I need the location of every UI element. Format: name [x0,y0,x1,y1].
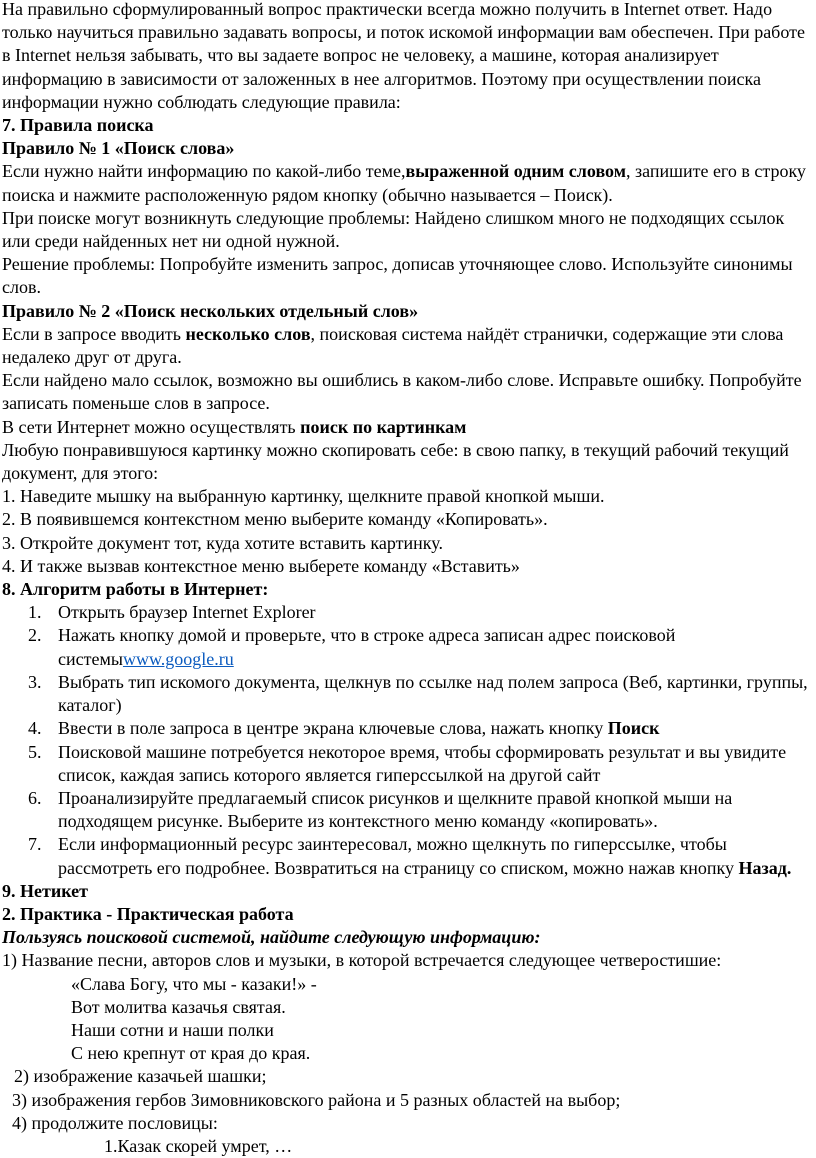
copy-step: 2. В появившемся контекстном меню выберите команду «Копировать». [2,509,548,530]
list-item [2,624,814,670]
rule1-bold-text: выраженной одним словом [405,161,626,182]
google-link[interactable]: www.google.ru [122,648,234,669]
list-item-text: Открыть браузер Internet Explorer [58,602,316,623]
list-number: 7. [28,834,42,855]
copy-step: 3. Откройте документ тот, куда хотите вставить картинку. [2,532,443,553]
list-number: 2. [28,625,42,646]
task-4: 4) продолжите пословицы: [12,1112,218,1133]
verse-line: Вот молитва казачья святая. [71,996,286,1017]
image-search-paragraph [2,416,814,439]
copy-image-paragraph: Любую понравившуюся картинку можно скопировать себе: в свою папку, в текущий рабочий текущий документ, для этого: [2,439,789,484]
intro-paragraph: На правильно сформулированный вопрос практически всегда можно получить в Internet ответ. Надо только научиться правильно задавать вопросы, и поток искомой информации вам обеспечен. При работе в Internet нельзя забывать, что вы задаете вопрос не человеку, а машине, которая анализирует информацию в зависимости от заложенных в нее алгоритмов. Поэтому при осуществлении поиска информации нужно соблюдать следующие правила: [2,0,805,112]
rule2-paragraph-1 [2,323,814,369]
rule1-title: Правило № 1 «Поиск слова» [2,138,235,159]
list-number: 1. [28,602,42,623]
list-item-bold: Назад. [738,857,792,878]
verse-line: Наши сотни и наши полки [71,1019,274,1040]
rule2-paragraph-2: Если найдено мало ссылок, возможно вы ошиблись в каком-либо слове. Исправьте ошибку. Попробуйте записать поменьше слов в запросе. [2,370,802,414]
copy-step: 4. И также вызвав контекстное меню выберете команду «Вставить» [2,555,520,576]
rule2-bold-text: несколько слов [185,323,311,344]
heading-practice: 2. Практика - Практическая работа [2,903,294,924]
image-search-text: В сети Интернет можно осуществлять [2,416,301,437]
list-number: 6. [28,787,42,808]
task-title: Пользуясь поисковой системой, найдите следующую информацию: [2,927,541,948]
task-3: 3) изображения гербов Зимовниковского района и 5 разных областей на выбор; [12,1089,621,1110]
list-item [2,787,814,833]
task-2: 2) изображение казачьей шашки; [14,1066,267,1087]
list-item [2,671,814,717]
list-item [2,601,814,624]
list-item-bold: Поиск [607,718,660,739]
rule1-text-end: , запишите его в строку поиска и нажмите расположенную рядом кнопку (обычно называется – Поиск). [2,161,806,205]
heading-algorithm: 8. Алгоритм работы в Интернет: [2,579,269,600]
verse-line: «Слава Богу, что мы - казаки!» - [71,973,317,994]
list-item-text: Проанализируйте предлагаемый список рисунков и щелкните правой кнопкой мыши на подходящем рисунке. Выберите из контекстного меню команду «копировать». [58,787,733,832]
rule1-paragraph-3: Решение проблемы: Попробуйте изменить запрос, дописав уточняющее слово. Используйте синонимы слов. [2,254,793,298]
rule2-text: Если в запросе вводить [2,323,186,344]
list-number: 3. [28,671,42,692]
heading-search-rules: 7. Правила поиска [2,115,154,136]
verse-line: С нею крепнут от края до края. [71,1043,311,1064]
image-search-bold: поиск по картинкам [300,416,467,437]
rule1-paragraph-1 [2,160,814,206]
list-item-text: Ввести в поле запроса в центре экрана ключевые слова, нажать кнопку [58,718,608,739]
list-item-text: Если информационный ресурс заинтересовал, можно щелкнуть по гиперссылке, чтобы рассмотреть его подробнее. Возвратиться на страницу со списком, можно нажав кнопку [58,834,739,878]
list-item [2,717,814,740]
rule1-text: Если нужно найти информацию по какой-либо теме, [2,161,406,182]
list-item [2,741,814,787]
copy-step: 1. Наведите мышку на выбранную картинку, щелкните правой кнопкой мыши. [2,486,605,507]
list-item-text: Нажать кнопку домой и проверьте, что в строке адреса записан адрес поисковой системы [58,625,676,669]
list-item [2,833,814,879]
rule2-title: Правило № 2 «Поиск нескольких отдельный слов» [2,300,419,321]
heading-netiquette: 9. Нетикет [2,880,88,901]
task-1: 1) Название песни, авторов слов и музыки, в которой встречается следующее четверостишие: [2,950,722,971]
algorithm-list [2,601,814,879]
list-number: 5. [28,741,42,762]
rule1-paragraph-2: При поиске могут возникнуть следующие проблемы: Найдено слишком много не подходящих ссылок или среди найденных нет ни одной нужной. [2,207,785,252]
list-number: 4. [28,718,42,739]
list-item-text: Поисковой машине потребуется некоторое время, чтобы сформировать результат и вы увидите список, каждая запись которого является гиперссылкой на другой сайт [58,741,787,785]
proverb-1: 1.Казак скорей умрет, … [104,1135,293,1156]
rule2-text-end: , поисковая система найдёт странички, содержащие эти слова недалеко друг от друга. [2,323,784,368]
list-item-text: Выбрать тип искомого документа, щелкнув по ссылке над полем запроса (Веб, картинки, группы, каталог) [58,671,808,716]
